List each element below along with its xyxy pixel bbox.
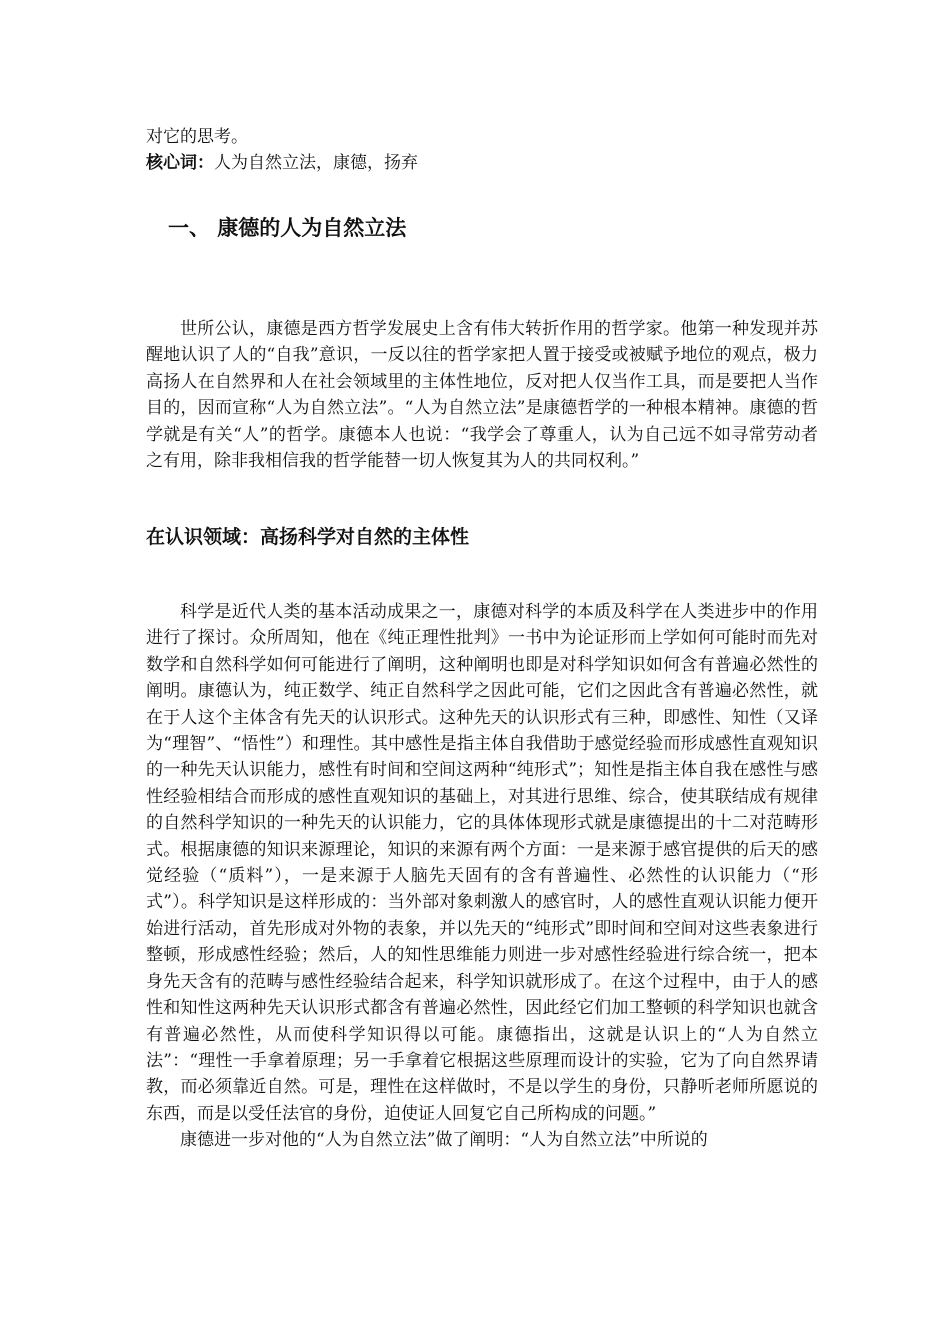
paragraph: 康德进一步对他的“人为自然立法”做了阐明：“人为自然立法”中所说的	[180, 1130, 708, 1151]
section-heading-1: 一、 康德的人为自然立法	[168, 216, 407, 240]
abstract-continuation: 对它的思考。	[146, 127, 248, 147]
paragraph: 科学是近代人类的基本活动成果之一，康德对科学的本质及科学在人类进步中的作用进行了探讨。众所周知，他在《纯正理性批判》一书中为论证形而上学如何可能时而先对数学和自然科学如何可能进行了阐明，这种阐明也即是对科学知识如何含有普遍必然性的阐明。康德认为，纯正数学、纯正自然科学之因此可能，它们之因此含有普遍必然性，就在于人这个主体含有先天的认识形式。这种先天的认识形式有三种，即感性、知性（又译为“理智”、“悟性”）和理性。其中感性是指主体自我借助于感觉经验而形成感性直观知识的一种先天认识能力，感性有时间和空间这两种“纯形式”；知性是指主体自我在感性与感性经验相结合而形成的感性直观知识的基础上，对其进行思维、综合，使其联结成有规律的自然科学知识的一种先天的认识能力，它的具体体现形式就是康德提出的十二对范畴形式。根据康德的知识来源理论，知识的来源有两个方面：一是来源于感官提供的后天的感觉经验（“质料”），一是来源于人脑先天固有的含有普遍性、必然性的认识能力（“形式”）。科学知识是这样形成的：当外部对象刺激人的感官时，人的感性直观认识能力便开始进行活动，首先形成对外物的表象，并以先天的“纯形式”即时间和空间对这些表象进行整顿，形成感性经验；然后，人的知性思维能力则进一步对感性经验进行综合统一，把本身先天含有的范畴与感性经验结合起来，科学知识就形成了。在这个过程中，由于人的感性和知性这两种先天认识形式都含有普遍必然性，因此经它们加工整顿的科学知识也就含有普遍必然性，从而使科学知识得以可能。康德指出，这就是认识上的“人为自然立法”：“理性一手拿着原理；另一手拿着它根据这些原理而设计的实验，它为了向自然界请教，而必须靠近自然。可是，理性在这样做时，不是以学生的身份，只静听老师所愿说的东西，而是以受任法官的身份，迫使证人回复它自己所构成的问题。”	[146, 602, 818, 1124]
section-1-body	[146, 316, 818, 474]
paragraph: 世所公认，康德是西方哲学发展史上含有伟大转折作用的哲学家。他第一种发现并苏醒地认识了人的“自我”意识，一反以往的哲学家把人置于接受或被赋予地位的观点，极力高扬人在自然界和人在社会领域里的主体性地位，反对把人仅当作工具，而是要把人当作目的，因而宣称“人为自然立法”。“人为自然立法”是康德哲学的一种根本精神。康德的哲学就是有关“人”的哲学。康德本人也说：“我学会了尊重人，认为自己远不如寻常劳动者之有用，除非我相信我的哲学能替一切人恢复其为人的共同权利。”	[146, 319, 818, 472]
section-heading-2: 在认识领域：高扬科学对自然的主体性	[146, 526, 470, 548]
keywords-value: 人为自然立法，康德，扬弃	[214, 153, 418, 173]
keywords-line	[146, 150, 826, 176]
keywords-label: 核心词：	[146, 153, 214, 173]
section-2-body	[146, 599, 818, 1154]
intro-block	[146, 124, 826, 176]
